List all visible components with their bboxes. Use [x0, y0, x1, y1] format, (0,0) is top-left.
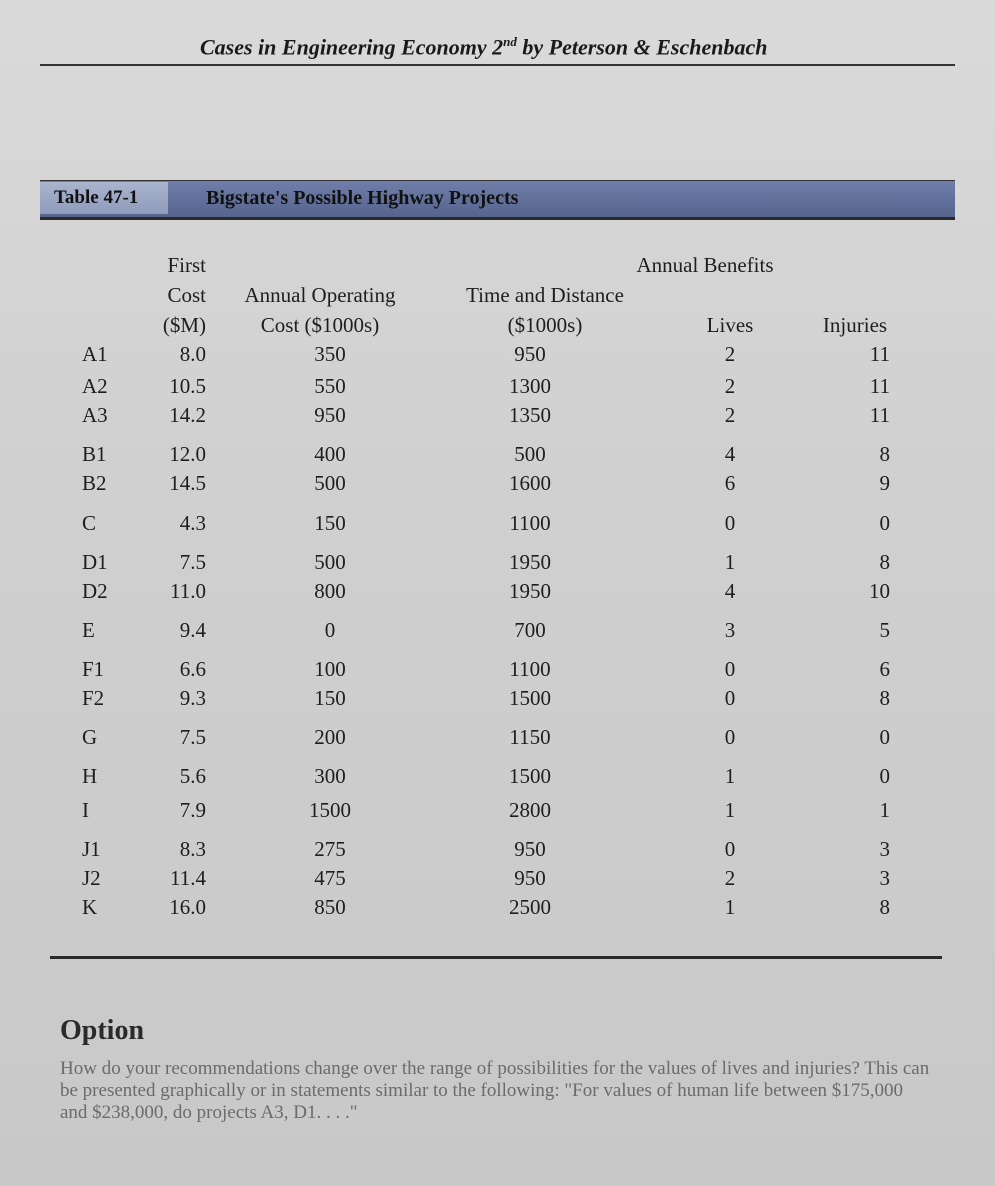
row-injuries: 3	[879, 837, 890, 861]
row-injuries: 8	[879, 895, 890, 919]
row-injuries: 1	[879, 798, 890, 822]
row-first-cost: 9.4	[179, 618, 206, 642]
header-injuries: Injuries	[822, 313, 888, 337]
row-project-label: B1	[82, 442, 107, 466]
row-lives: 0	[724, 837, 736, 861]
row-lives: 2	[724, 866, 736, 890]
table-title: Bigstate's Possible Highway Projects	[206, 187, 519, 209]
row-injuries: 3	[879, 866, 890, 890]
row-injuries: 0	[879, 764, 890, 788]
row-project-label: K	[82, 895, 98, 919]
row-lives: 2	[724, 374, 736, 398]
row-first-cost: 8.3	[179, 837, 206, 861]
row-operating-cost: 950	[314, 403, 346, 427]
row-time-distance: 1600	[509, 471, 551, 495]
row-operating-cost: 550	[314, 374, 346, 398]
row-operating-cost: 150	[314, 511, 346, 535]
header-first-cost-line3: ($M)	[162, 313, 206, 337]
row-operating-cost: 500	[314, 550, 346, 574]
row-first-cost: 6.6	[179, 657, 206, 681]
row-first-cost: 12.0	[169, 442, 206, 466]
row-operating-cost: 400	[314, 442, 346, 466]
row-time-distance: 500	[514, 442, 546, 466]
row-lives: 1	[724, 550, 736, 574]
row-injuries: 11	[869, 403, 890, 427]
row-first-cost: 10.5	[169, 374, 206, 398]
row-project-label: H	[82, 764, 98, 788]
row-injuries: 5	[879, 618, 890, 642]
row-injuries: 8	[879, 442, 890, 466]
row-operating-cost: 200	[314, 725, 346, 749]
row-project-label: A3	[82, 403, 108, 427]
row-project-label: B2	[82, 471, 107, 495]
row-project-label: F1	[82, 657, 105, 681]
option-text: How do your recommendations change over the range of possibilities for the values of lives and injuries? This can be presented graphically or in statements similar to the following: "For values of human life between $175,000 and $238,000, do projects A3, D1. . . ."	[60, 1058, 930, 1123]
row-operating-cost: 475	[314, 866, 346, 890]
row-first-cost: 11.0	[170, 579, 206, 603]
row-first-cost: 7.5	[179, 550, 206, 574]
row-injuries: 11	[869, 374, 890, 398]
row-operating-cost: 500	[314, 471, 346, 495]
row-lives: 0	[724, 725, 736, 749]
row-project-label: F2	[82, 686, 105, 710]
row-time-distance: 1950	[509, 579, 551, 603]
row-operating-cost: 850	[314, 895, 346, 919]
row-time-distance: 1100	[509, 657, 551, 681]
header-annual-benefits: Annual Benefits	[636, 253, 774, 277]
row-lives: 0	[724, 511, 736, 535]
row-lives: 3	[724, 618, 736, 642]
row-time-distance: 700	[514, 618, 546, 642]
row-first-cost: 5.6	[179, 764, 206, 788]
row-project-label: E	[82, 618, 95, 642]
row-lives: 2	[724, 403, 736, 427]
row-project-label: J2	[82, 866, 101, 890]
header-title-main: Cases in Engineering Economy 2	[200, 34, 504, 60]
header-lives: Lives	[706, 313, 754, 337]
row-project-label: J1	[82, 837, 101, 861]
row-injuries: 9	[879, 471, 890, 495]
row-project-label: G	[82, 725, 98, 749]
header-time-distance-line2: ($1000s)	[507, 313, 583, 337]
header-operating-line2: Cost ($1000s)	[260, 313, 380, 337]
row-injuries: 6	[879, 657, 890, 681]
row-injuries: 11	[869, 342, 890, 366]
row-operating-cost: 1500	[309, 798, 351, 822]
row-first-cost: 7.9	[179, 798, 206, 822]
row-first-cost: 16.0	[169, 895, 206, 919]
table-bottom-divider	[50, 956, 942, 959]
row-operating-cost: 300	[314, 764, 346, 788]
row-first-cost: 11.4	[170, 866, 206, 890]
row-lives: 2	[724, 342, 736, 366]
row-lives: 1	[724, 798, 736, 822]
row-lives: 1	[724, 764, 736, 788]
row-lives: 1	[724, 895, 736, 919]
row-time-distance: 1950	[509, 550, 551, 574]
row-operating-cost: 275	[314, 837, 346, 861]
row-lives: 6	[724, 471, 736, 495]
header-time-distance-line1: Time and Distance	[466, 283, 624, 307]
row-injuries: 8	[879, 686, 890, 710]
option-heading: Option	[60, 1015, 145, 1046]
row-project-label: I	[82, 798, 89, 822]
row-time-distance: 1350	[509, 403, 551, 427]
row-lives: 4	[724, 442, 736, 466]
row-time-distance: 2800	[509, 798, 551, 822]
header-title-sup: nd	[503, 34, 517, 49]
row-time-distance: 950	[514, 837, 546, 861]
row-injuries: 10	[869, 579, 890, 603]
row-first-cost: 14.2	[169, 403, 206, 427]
row-operating-cost: 150	[314, 686, 346, 710]
header-first-cost-line2: Cost	[167, 283, 206, 307]
row-time-distance: 950	[514, 866, 546, 890]
row-operating-cost: 350	[314, 342, 346, 366]
row-injuries: 0	[879, 725, 890, 749]
row-lives: 4	[724, 579, 736, 603]
book-header-title	[200, 34, 767, 60]
row-time-distance: 2500	[509, 895, 551, 919]
header-divider	[40, 64, 955, 66]
row-project-label: A1	[82, 342, 108, 366]
row-project-label: A2	[82, 374, 108, 398]
row-injuries: 8	[879, 550, 890, 574]
row-first-cost: 9.3	[179, 686, 206, 710]
row-operating-cost: 800	[314, 579, 346, 603]
row-project-label: C	[82, 511, 97, 535]
row-time-distance: 1300	[509, 374, 551, 398]
table-number-label: Table 47-1	[40, 182, 168, 214]
row-project-label: D2	[82, 579, 108, 603]
row-time-distance: 1100	[509, 511, 551, 535]
row-first-cost: 8.0	[179, 342, 206, 366]
row-lives: 0	[724, 657, 736, 681]
row-first-cost: 14.5	[169, 471, 206, 495]
header-operating-line1: Annual Operating	[244, 283, 396, 307]
row-project-label: D1	[82, 550, 108, 574]
header-first-cost-line1: First	[167, 253, 206, 277]
row-injuries: 0	[879, 511, 890, 535]
row-time-distance: 950	[514, 342, 546, 366]
header-title-rest: by Peterson & Eschenbach	[516, 34, 768, 60]
row-lives: 0	[724, 686, 736, 710]
row-operating-cost: 100	[314, 657, 346, 681]
row-time-distance: 1150	[509, 725, 551, 749]
row-time-distance: 1500	[509, 764, 551, 788]
row-first-cost: 4.3	[179, 511, 206, 535]
row-first-cost: 7.5	[179, 725, 206, 749]
row-operating-cost: 0	[324, 618, 336, 642]
row-time-distance: 1500	[509, 686, 551, 710]
